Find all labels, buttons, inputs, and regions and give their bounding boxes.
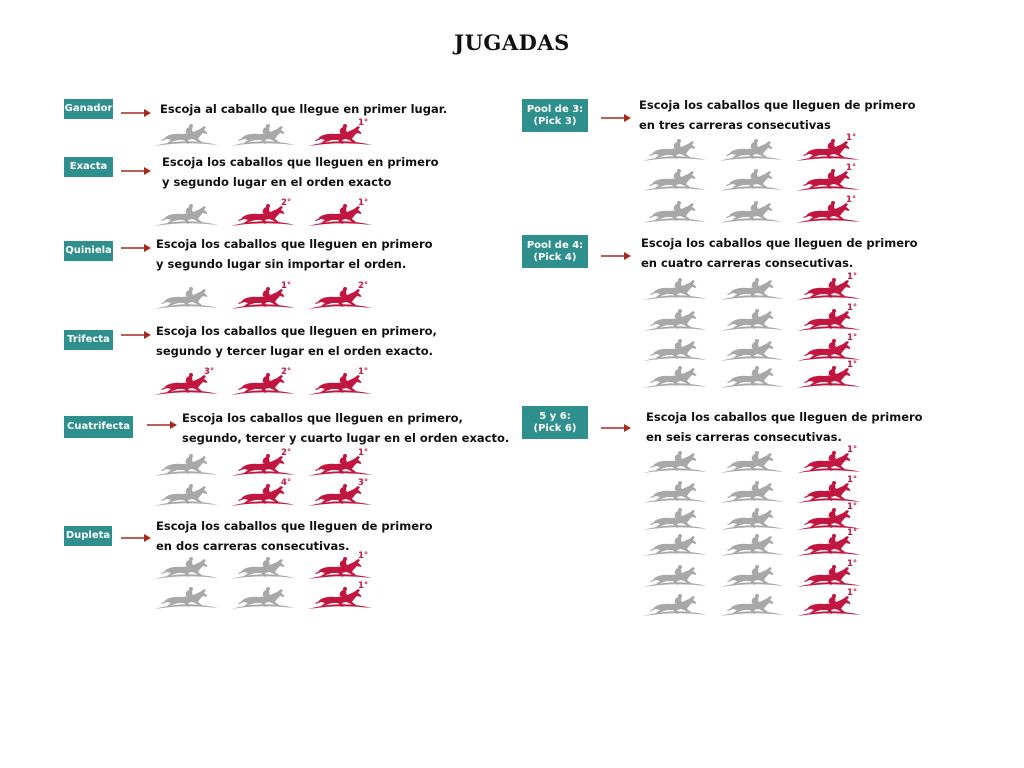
- right-arrow-icon: [120, 531, 152, 545]
- racehorse-icon: [718, 563, 786, 591]
- racehorse-icon: [717, 167, 785, 195]
- racehorse-icon: [640, 137, 708, 165]
- racehorse-icon: [641, 563, 709, 591]
- description-line: en seis carreras consecutivas.: [646, 430, 842, 444]
- tag-trifecta: Trifecta: [64, 330, 113, 350]
- place-label: 4°: [281, 478, 292, 488]
- description-line: Escoja los caballos que lleguen de primero: [639, 98, 916, 112]
- place-label: 1°: [847, 528, 858, 538]
- racehorse-icon: [641, 592, 709, 620]
- place-label: 1°: [358, 581, 369, 591]
- right-arrow-icon: [146, 418, 178, 432]
- racehorse-icon: [152, 452, 220, 480]
- racehorse-icon: [717, 137, 785, 165]
- description-ganador: [160, 99, 447, 119]
- racehorse-icon: [718, 337, 786, 365]
- place-label: 1°: [358, 198, 369, 208]
- description-pick4: [641, 233, 918, 273]
- place-label: 3°: [358, 478, 369, 488]
- place-label: 2°: [358, 281, 369, 291]
- tag-ganador: Ganador: [64, 99, 113, 119]
- racehorse-icon: [718, 532, 786, 560]
- place-label: 1°: [358, 551, 369, 561]
- description-quiniela: [156, 234, 433, 274]
- racehorse-icon: [641, 364, 709, 392]
- racehorse-icon: [641, 532, 709, 560]
- place-label: 1°: [847, 502, 858, 512]
- description-dupleta: [156, 516, 433, 556]
- tag-cuatrifecta: Cuatrifecta: [64, 416, 133, 438]
- right-arrow-icon: [120, 164, 152, 178]
- racehorse-icon: [152, 285, 220, 313]
- racehorse-icon: [718, 307, 786, 335]
- racehorse-icon: [718, 479, 786, 507]
- description-pick3: [639, 95, 916, 135]
- racehorse-icon: [718, 506, 786, 534]
- description-line: segundo y tercer lugar en el orden exacto.: [156, 344, 434, 358]
- racehorse-icon: [718, 592, 786, 620]
- description-line: y segundo lugar en el orden exacto: [162, 175, 392, 189]
- racehorse-icon: [641, 506, 709, 534]
- racehorse-icon: [152, 555, 220, 583]
- place-label: 1°: [358, 448, 369, 458]
- right-arrow-icon: [120, 328, 152, 342]
- racehorse-icon: [718, 449, 786, 477]
- description-line: Escoja los caballos que lleguen de primero: [646, 410, 923, 424]
- racehorse-icon: [152, 122, 220, 150]
- right-arrow-icon: [600, 421, 632, 435]
- place-label: 2°: [281, 448, 292, 458]
- racehorse-icon: [640, 199, 708, 227]
- racehorse-icon: [229, 555, 297, 583]
- place-label: 1°: [846, 195, 857, 205]
- racehorse-icon: [641, 479, 709, 507]
- description-line: Escoja los caballos que lleguen en primero: [162, 155, 439, 169]
- right-arrow-icon: [600, 249, 632, 263]
- tag-quiniela: Quiniela: [64, 241, 113, 261]
- racehorse-icon: [718, 276, 786, 304]
- place-label: 1°: [846, 133, 857, 143]
- tag-pick6: 5 y 6: (Pick 6): [522, 406, 588, 439]
- right-arrow-icon: [120, 106, 152, 120]
- place-label: 3°: [204, 367, 215, 377]
- racehorse-icon: [152, 482, 220, 510]
- description-line: Escoja los caballos que lleguen de primero: [641, 236, 918, 250]
- description-line: Escoja los caballos que lleguen de primero: [156, 519, 433, 533]
- description-line: Escoja los caballos que lleguen en primero,: [156, 324, 437, 338]
- place-label: 1°: [847, 360, 858, 370]
- place-label: 1°: [846, 163, 857, 173]
- description-line: Escoja los caballos que lleguen en primero: [156, 237, 433, 251]
- place-label: 1°: [847, 303, 858, 313]
- place-label: 1°: [281, 281, 292, 291]
- description-line: y segundo lugar sin importar el orden.: [156, 257, 407, 271]
- description-trifecta: [156, 321, 437, 361]
- racehorse-icon: [641, 307, 709, 335]
- description-line: Escoja al caballo que llegue en primer lugar.: [160, 102, 448, 116]
- place-label: 1°: [358, 367, 369, 377]
- tag-pick3: Pool de 3: (Pick 3): [522, 99, 588, 132]
- tag-dupleta: Dupleta: [64, 526, 112, 546]
- place-label: 1°: [847, 559, 858, 569]
- tag-pick4: Pool de 4: (Pick 4): [522, 235, 588, 268]
- racehorse-icon: [229, 585, 297, 613]
- racehorse-icon: [641, 276, 709, 304]
- place-label: 1°: [847, 272, 858, 282]
- place-label: 2°: [281, 367, 292, 377]
- racehorse-icon: [717, 199, 785, 227]
- racehorse-icon: [718, 364, 786, 392]
- description-cuatrifecta: [182, 408, 509, 448]
- racehorse-icon: [640, 167, 708, 195]
- description-pick6: [646, 407, 923, 447]
- place-label: 1°: [847, 333, 858, 343]
- description-line: segundo, tercer y cuarto lugar en el orden exacto.: [182, 431, 510, 445]
- description-line: en tres carreras consecutivas: [639, 118, 831, 132]
- racehorse-icon: [152, 202, 220, 230]
- racehorse-icon: [641, 337, 709, 365]
- description-line: en dos carreras consecutivas.: [156, 539, 350, 553]
- place-label: 1°: [847, 475, 858, 485]
- racehorse-icon: [229, 122, 297, 150]
- racehorse-icon: [152, 585, 220, 613]
- right-arrow-icon: [600, 111, 632, 125]
- place-label: 2°: [281, 198, 292, 208]
- racehorse-icon: [641, 449, 709, 477]
- description-line: en cuatro carreras consecutivas.: [641, 256, 854, 270]
- place-label: 1°: [847, 588, 858, 598]
- description-line: Escoja los caballos que lleguen en primero,: [182, 411, 463, 425]
- page-title: JUGADAS: [454, 30, 570, 55]
- right-arrow-icon: [120, 241, 152, 255]
- tag-exacta: Exacta: [64, 157, 113, 177]
- place-label: 1°: [847, 445, 858, 455]
- description-exacta: [162, 152, 439, 192]
- place-label: 1°: [358, 118, 369, 128]
